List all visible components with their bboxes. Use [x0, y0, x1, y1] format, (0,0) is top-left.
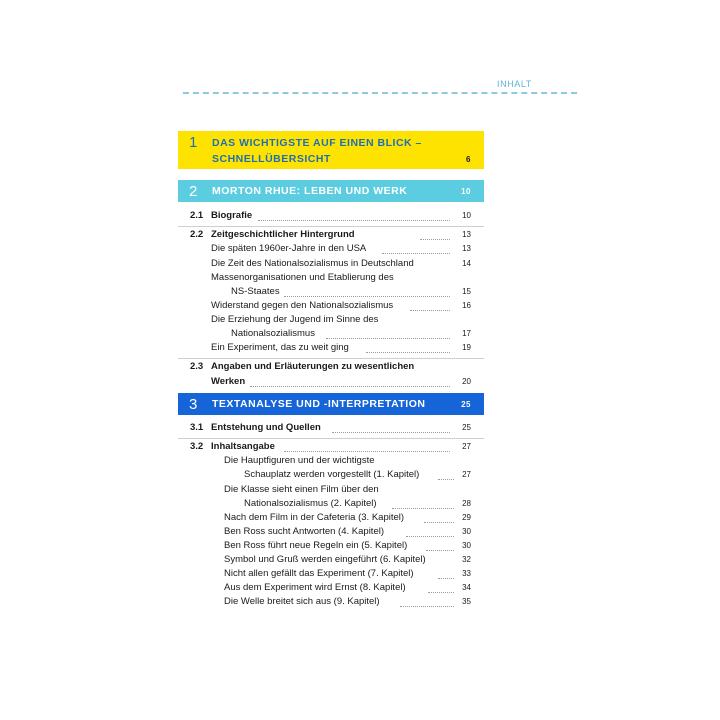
chapter-title-line-1: DAS WICHTIGSTE AUF EINEN BLICK –: [212, 137, 422, 149]
page-number: 14: [462, 259, 471, 268]
toc-entry[interactable]: Massenorganisationen und Etablierung des: [211, 272, 394, 283]
leader-dots: [428, 592, 454, 593]
toc-entry[interactable]: Ben Ross sucht Antworten (4. Kapitel): [224, 526, 384, 537]
page-number: 17: [462, 329, 471, 338]
page-number: 33: [462, 569, 471, 578]
toc-entry-continued[interactable]: Schauplatz werden vorgestellt (1. Kapitel): [244, 469, 420, 480]
section-title-2-2[interactable]: Zeitgeschichtlicher Hintergrund: [211, 229, 355, 240]
leader-dots: [250, 386, 450, 387]
chapter-number: 1: [189, 134, 198, 151]
toc-entry[interactable]: Die Klasse sieht einen Film über den: [224, 484, 379, 495]
toc-entry-continued[interactable]: Nationalsozialismus: [231, 328, 315, 339]
section-number: 3.2: [190, 441, 204, 452]
leader-dots: [426, 550, 454, 551]
page-number: 32: [462, 555, 471, 564]
toc-entry[interactable]: Symbol und Gruß werden eingeführt (6. Kapitel): [224, 554, 426, 565]
chapter-title: [212, 135, 422, 167]
chapter-title: MORTON RHUE: LEBEN UND WERK: [212, 185, 408, 197]
chapter-2-banner[interactable]: [178, 180, 484, 202]
toc-entry[interactable]: Die späten 1960er-Jahre in den USA: [211, 243, 367, 254]
toc-entry[interactable]: Aus dem Experiment wird Ernst (8. Kapitel): [224, 582, 406, 593]
page-number: 29: [462, 513, 471, 522]
leader-dots: [332, 432, 450, 433]
page-number: 13: [462, 230, 471, 239]
chapter-page-number: 25: [461, 400, 471, 409]
toc-entry-continued[interactable]: Nationalsozialismus (2. Kapitel): [244, 498, 377, 509]
leader-dots: [366, 352, 450, 353]
toc-entry[interactable]: Die Welle breitet sich aus (9. Kapitel): [224, 596, 380, 607]
page-number: 25: [462, 423, 471, 432]
toc-entry[interactable]: Die Erziehung der Jugend im Sinne des: [211, 314, 379, 325]
page-number: 27: [462, 442, 471, 451]
chapter-title-line-2: SCHNELLÜBERSICHT: [212, 153, 331, 165]
leader-dots: [392, 508, 454, 509]
toc-entry[interactable]: Nicht allen gefällt das Experiment (7. Kapitel): [224, 568, 414, 579]
section-number: 2.3: [190, 361, 204, 372]
chapter-page-number: 10: [461, 187, 471, 196]
leader-dots: [424, 522, 454, 523]
page-number: 35: [462, 597, 471, 606]
section-divider: [178, 358, 484, 359]
leader-dots: [400, 606, 454, 607]
page-number: 15: [462, 287, 471, 296]
toc-entry[interactable]: Die Zeit des Nationalsozialismus in Deutschland: [211, 258, 414, 269]
toc-entry-continued[interactable]: NS-Staates: [231, 286, 280, 297]
page-number: 10: [462, 211, 471, 220]
leader-dots: [410, 310, 450, 311]
toc-entry[interactable]: Ben Ross führt neue Regeln ein (5. Kapitel): [224, 540, 408, 551]
leader-dots: [382, 253, 450, 254]
leader-dots: [420, 239, 450, 240]
header-label: INHALT: [497, 79, 532, 89]
section-title-3-1[interactable]: Entstehung und Quellen: [211, 422, 321, 433]
section-title-2-3-continued[interactable]: Werken: [211, 376, 246, 387]
page-number: 13: [462, 244, 471, 253]
page-number: 30: [462, 541, 471, 550]
chapter-title: TEXTANALYSE UND -INTERPRETATION: [212, 398, 426, 410]
page-number: 30: [462, 527, 471, 536]
page-number: 34: [462, 583, 471, 592]
leader-dots: [284, 296, 450, 297]
section-title-2-1[interactable]: Biografie: [211, 210, 253, 221]
chapter-number: 2: [189, 183, 198, 200]
leader-dots: [258, 220, 450, 221]
leader-dots: [438, 578, 454, 579]
section-number: 2.2: [190, 229, 204, 240]
page-number: 28: [462, 499, 471, 508]
section-divider: [178, 226, 484, 227]
section-title-2-3[interactable]: Angaben und Erläuterungen zu wesentlichen: [211, 361, 415, 372]
header-divider: [183, 92, 577, 94]
page-number: 20: [462, 377, 471, 386]
leader-dots: [284, 451, 450, 452]
toc-entry[interactable]: Widerstand gegen den Nationalsozialismus: [211, 300, 394, 311]
leader-dots: [438, 479, 454, 480]
leader-dots: [326, 338, 450, 339]
chapter-page-number: 6: [466, 155, 471, 164]
toc-entry[interactable]: Nach dem Film in der Cafeteria (3. Kapitel): [224, 512, 405, 523]
leader-dots: [406, 536, 454, 537]
section-title-3-2[interactable]: Inhaltsangabe: [211, 441, 275, 452]
section-number: 2.1: [190, 210, 204, 221]
chapter-3-banner[interactable]: [178, 393, 484, 415]
chapter-1-banner[interactable]: [178, 131, 484, 169]
chapter-number: 3: [189, 396, 198, 413]
section-divider: [178, 438, 484, 439]
page-number: 16: [462, 301, 471, 310]
toc-entry[interactable]: Ein Experiment, das zu weit ging: [211, 342, 349, 353]
page-number: 19: [462, 343, 471, 352]
toc-entry[interactable]: Die Hauptfiguren und der wichtigste: [224, 455, 375, 466]
section-number: 3.1: [190, 422, 204, 433]
page-number: 27: [462, 470, 471, 479]
